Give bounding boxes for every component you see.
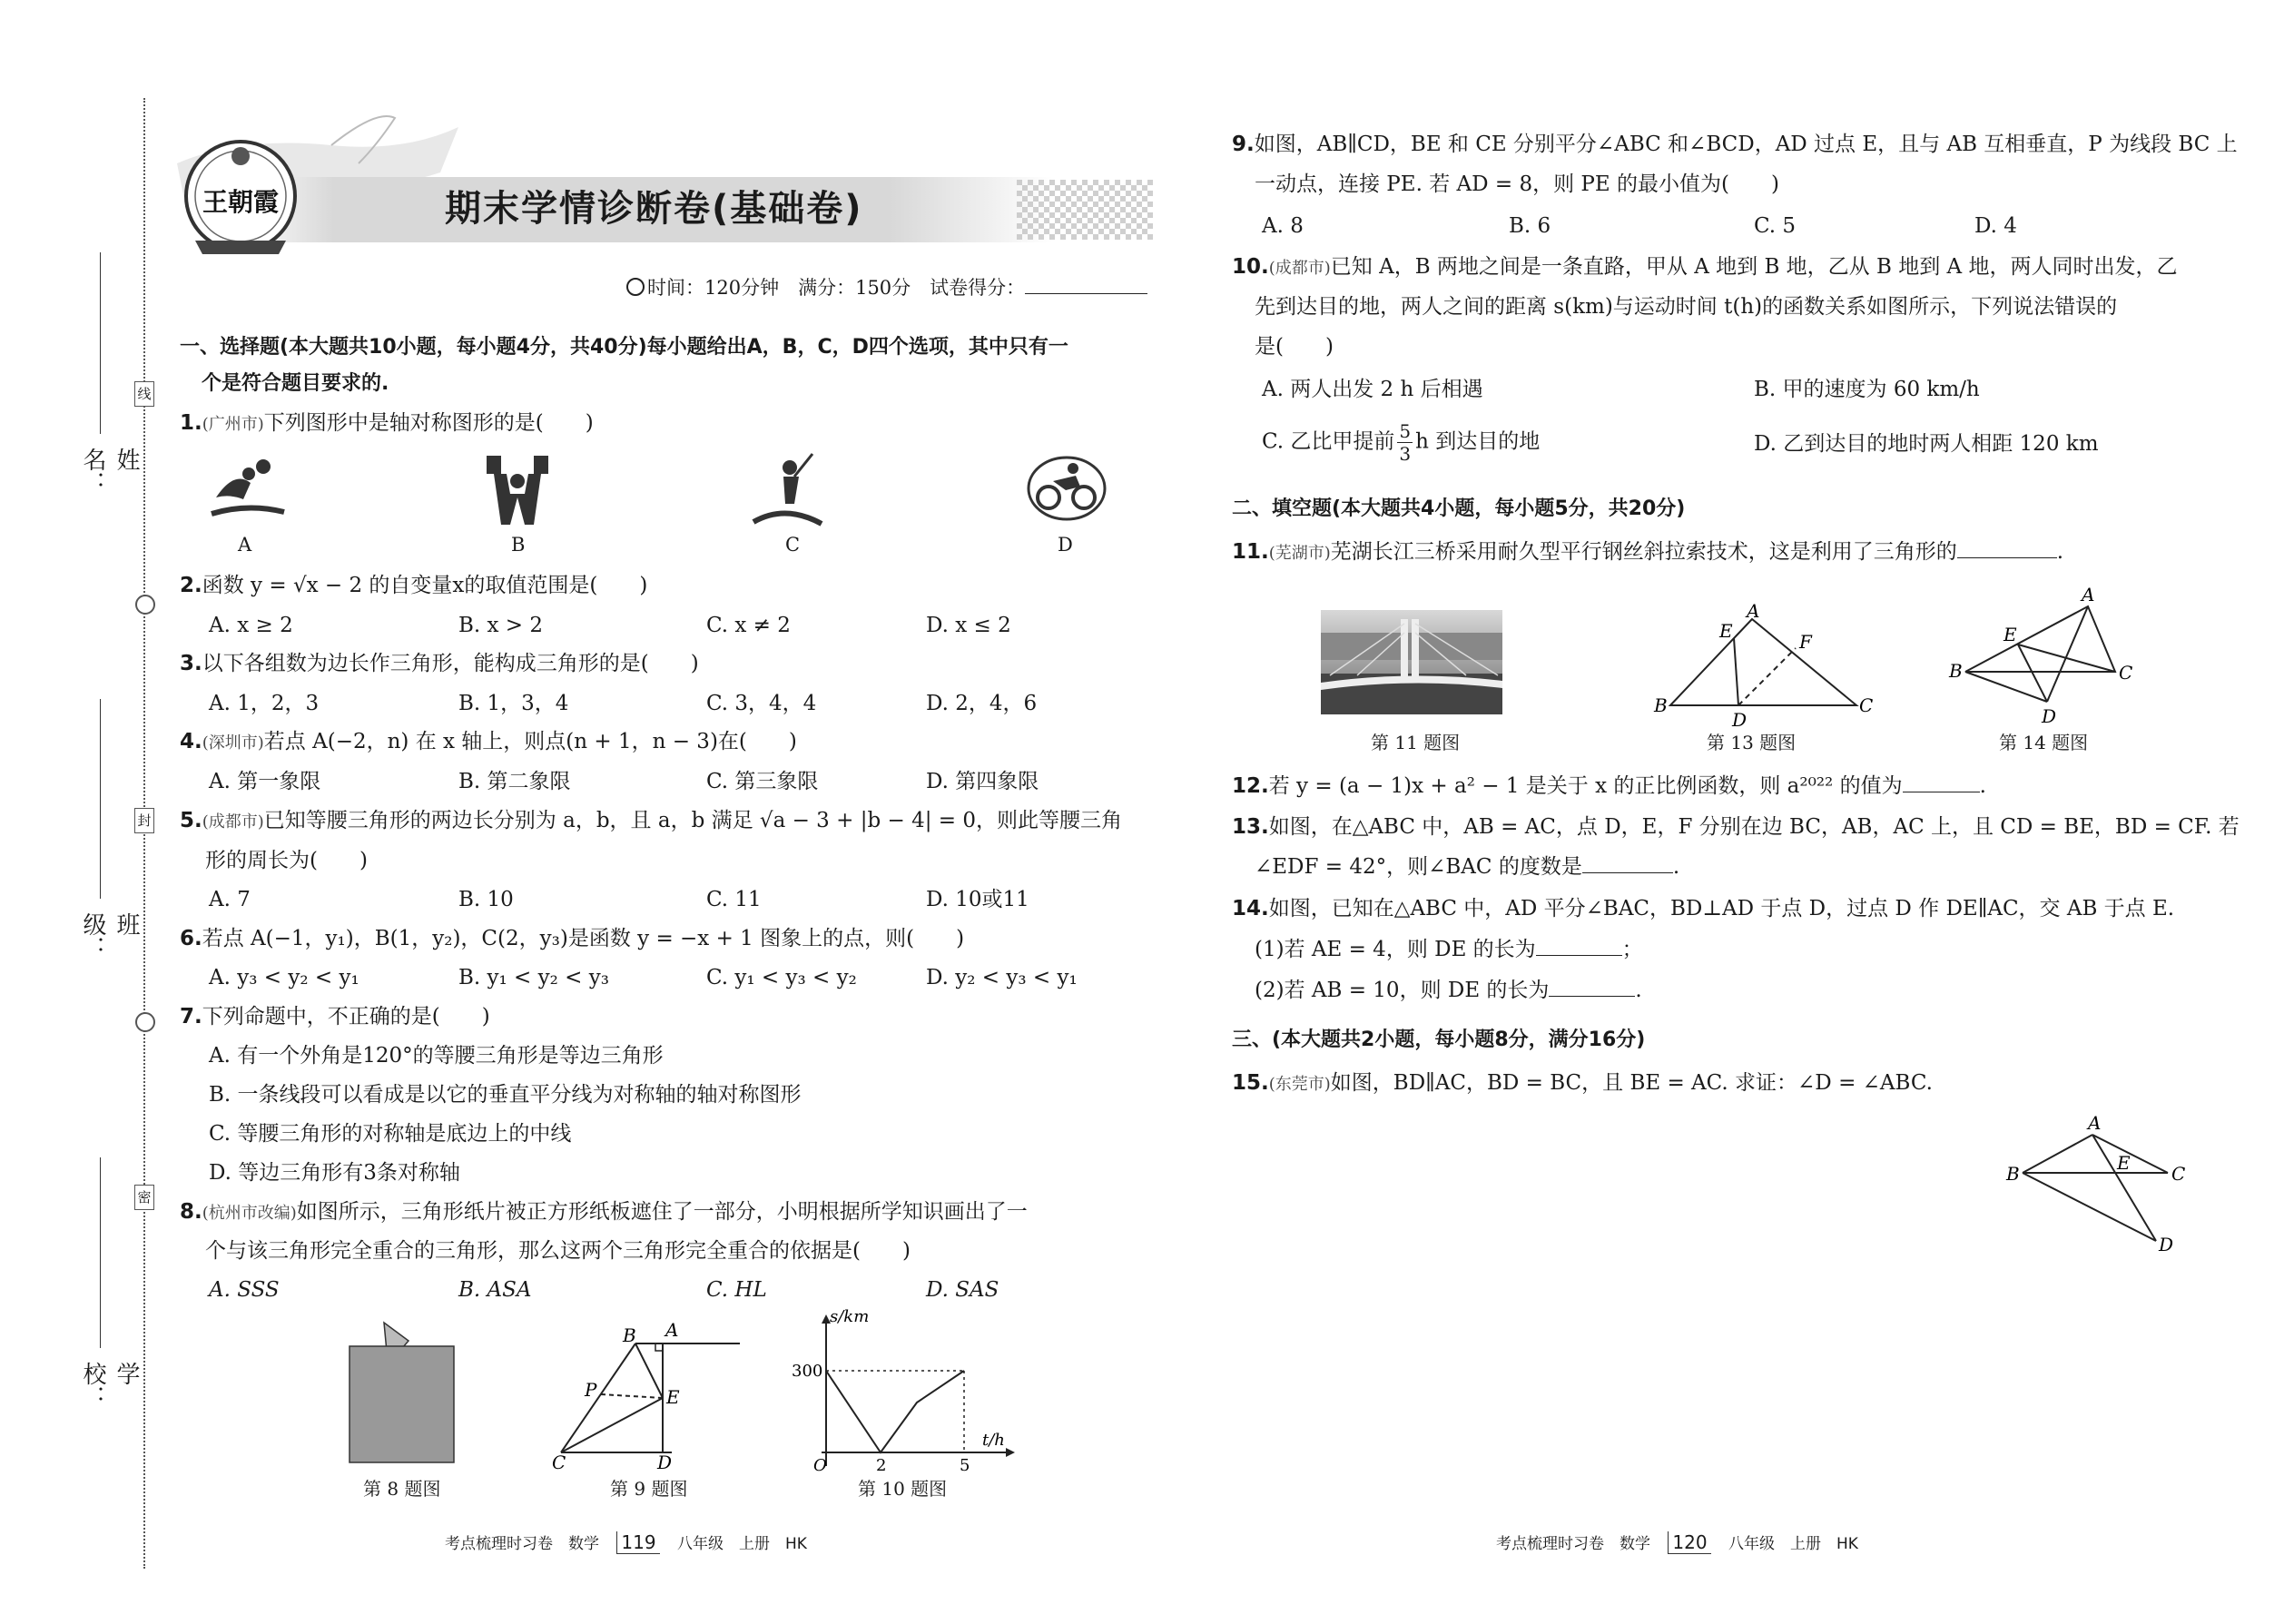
q11-blank: [1957, 557, 2057, 558]
fig14-label-e: E: [2004, 624, 2017, 645]
fig9-label-c: C: [552, 1452, 566, 1473]
seal-mark-xian: 线: [134, 381, 154, 407]
q9-stem: 9.如图，AB∥CD，BE 和 CE 分别平分∠ABC 和∠BCD，AD 过点 E，且与 AB 互相垂直，P 为线段 BC 上: [1232, 133, 2238, 156]
q10-stem-2: 先到达目的地，两人之间的距离 s(km)与运动时间 t(h)的函数关系如图所示，下列说法错误的: [1255, 295, 2118, 319]
q4-option-c: C. 第三象限: [706, 770, 819, 793]
fig9-label-b: B: [623, 1324, 636, 1346]
q5-option-a: A. 7: [209, 888, 251, 911]
q4-option-b: B. 第二象限: [458, 770, 571, 793]
section1-heading-2: 个是符合题目要求的.: [202, 372, 389, 395]
fig14-label-c: C: [2119, 662, 2133, 684]
fig15-diagram: [1997, 1109, 2197, 1255]
school-underline: [100, 1157, 101, 1348]
fig9-label-e: E: [666, 1386, 680, 1408]
fig10-xlabel: t/h: [982, 1431, 1005, 1450]
q2-option-a: A. x ≥ 2: [209, 614, 293, 637]
footer-right: 考点梳理时习卷 数学 120 八年级 上册 HK: [1496, 1531, 1858, 1553]
seal-mark-feng: 封: [134, 808, 154, 833]
fig14-label-b: B: [1949, 660, 1963, 682]
fig13-label-b: B: [1654, 694, 1668, 716]
fraction-5-3: $\frac{5}{3}$: [1399, 420, 1412, 465]
q9-option-a: A. 8: [1262, 214, 1304, 238]
fig10-caption: 第 10 题图: [858, 1478, 948, 1500]
fig14-caption: 第 14 题图: [1999, 732, 2089, 753]
q12-stem: 12.若 y = (a − 1)x + a² − 1 是关于 x 的正比例函数，则 a²⁰²² 的值为 .: [1232, 774, 1986, 798]
q4-stem: 4.(深圳市)若点 A(−2，n) 在 x 轴上，则点(n + 1，n − 3)在( ): [180, 730, 797, 753]
q5-stem: 5.(成都市)已知等腰三角形的两边长分别为 a，b，且 a，b 满足 √a − 3 + |b − 4| = 0，则此等腰三角: [180, 809, 1122, 832]
q1-option-b: B: [511, 534, 526, 556]
brand-logo: [177, 136, 304, 259]
binding-dotted-line: [143, 98, 145, 1569]
fig14-diagram: [1938, 581, 2147, 726]
fig9-diagram: [545, 1316, 763, 1471]
section1-heading: 一、选择题(本大题共10小题，每小题4分，共40分)每小题给出A，B，C，D四个选项，其中只有一: [180, 336, 1068, 359]
q3-stem: 3.以下各组数为边长作三角形，能构成三角形的是( ): [180, 652, 699, 675]
q7-option-a: A. 有一个外角是120°的等腰三角形是等边三角形: [209, 1044, 664, 1068]
q8-option-c: C. HL: [706, 1278, 767, 1302]
q7-stem: 7.下列命题中，不正确的是( ): [180, 1005, 490, 1029]
q15-stem: 15.(东莞市)如图，BD∥AC，BD = BC，且 BE = AC. 求证：∠D = ∠ABC.: [1232, 1071, 1933, 1095]
q13-stem-2: ∠EDF = 42°，则∠BAC 的度数是 .: [1255, 855, 1680, 879]
seal-mark-mi: 密: [134, 1185, 154, 1210]
q10-option-c: C. 乙比甲提前 $\frac{5}{3}$ h 到达目的地: [1262, 420, 1541, 465]
q1-stem: 1.(广州市)下列图形中是轴对称图形的是( ): [180, 411, 594, 435]
class-label: 班级：: [79, 912, 140, 960]
q8-stem: 8.(杭州市改编)如图所示，三角形纸片被正方形纸板遮住了一部分，小明根据所学知识画出了一: [180, 1200, 1028, 1224]
q14-stem: 14.如图，已知在△ABC 中，AD 平分∠BAC，BD⊥AD 于点 D，过点 D 作 DE∥AC，交 AB 于点 E.: [1232, 897, 2175, 920]
fig9-label-d: D: [657, 1452, 673, 1473]
q4-option-a: A. 第一象限: [209, 770, 321, 793]
weightlifting-figure-icon: [481, 452, 554, 529]
cyclist-figure-icon: [1026, 454, 1108, 522]
q14-part1: (1)若 AE = 4，则 DE 的长为 ；: [1255, 938, 1643, 961]
exam-info: [626, 278, 1147, 298]
fig15-label-e: E: [2117, 1152, 2131, 1174]
q6-option-c: C. y₁ < y₃ < y₂: [706, 966, 857, 989]
q4-option-d: D. 第四象限: [926, 770, 1039, 793]
q8-option-d: D. SAS: [926, 1278, 999, 1302]
fig11-caption: 第 11 题图: [1371, 732, 1461, 753]
fig11-bridge-photo: [1321, 610, 1502, 714]
q10-stem: 10.(成都市)已知 A，B 两地之间是一条直路，甲从 A 地到 B 地，乙从 B 地到 A 地，两人同时出发，乙: [1232, 255, 2178, 279]
fig9-caption: 第 9 题图: [610, 1478, 688, 1500]
q5-option-b: B. 10: [458, 888, 514, 911]
fig10-graph: [790, 1307, 1026, 1475]
clock-icon: [626, 278, 645, 296]
q6-option-b: B. y₁ < y₂ < y₃: [458, 966, 609, 989]
fig13-label-f: F: [1799, 631, 1812, 653]
fig10-x-tick-5: 5: [960, 1456, 970, 1475]
fig13-diagram: [1634, 600, 1874, 731]
exam-info-text: 时间：120分钟 满分：150分 试卷得分：: [647, 277, 1026, 299]
q3-option-c: C. 3，4，4: [706, 692, 817, 715]
name-label: 姓名：: [79, 448, 140, 495]
q2-option-c: C. x ≠ 2: [706, 614, 791, 637]
section2-heading: 二、填空题(本大题共4小题，每小题5分，共20分): [1232, 497, 1686, 520]
name-underline: [100, 252, 101, 434]
q2-option-b: B. x > 2: [458, 614, 544, 637]
q6-option-a: A. y₃ < y₂ < y₁: [209, 966, 359, 989]
fig13-label-a: A: [1747, 600, 1760, 622]
q10-option-b: B. 甲的速度为 60 km/h: [1754, 378, 1980, 401]
q6-stem: 6.若点 A(−1，y₁)，B(1，y₂)，C(2，y₃)是函数 y = −x + 1 图象上的点，则( ): [180, 927, 965, 950]
page-number-right: 120: [1668, 1531, 1710, 1554]
page-title: 期末学情诊断卷(基础卷): [445, 188, 863, 230]
fig8-covered-triangle: [343, 1321, 461, 1466]
q8-stem-2: 个与该三角形完全重合的三角形，那么这两个三角形完全重合的依据是( ): [205, 1239, 911, 1263]
q13-blank: [1582, 872, 1673, 873]
fig10-y-tick-300: 300: [792, 1362, 823, 1381]
q10-option-a: A. 两人出发 2 h 后相遇: [1262, 378, 1483, 401]
q3-option-a: A. 1，2，3: [209, 692, 320, 715]
q5-option-c: C. 11: [706, 888, 762, 911]
page-number-left: 119: [616, 1531, 659, 1554]
class-underline: [100, 699, 101, 899]
q5-option-d: D. 10或11: [926, 888, 1029, 911]
footer-left: 考点梳理时习卷 数学 119 八年级 上册 HK: [445, 1531, 807, 1553]
school-label: 学校：: [79, 1362, 140, 1409]
checker-decoration: [1017, 180, 1153, 240]
fig15-label-d: D: [2159, 1234, 2174, 1255]
q8-option-b: B. ASA: [458, 1278, 532, 1302]
fig14-label-a: A: [2082, 584, 2095, 605]
q1-option-c: C: [785, 534, 801, 556]
q7-option-c: C. 等腰三角形的对称轴是底边上的中线: [209, 1122, 572, 1146]
fig10-ylabel: s/km: [830, 1307, 870, 1326]
q3-option-d: D. 2，4，6: [926, 692, 1038, 715]
q8-option-a: A. SSS: [209, 1278, 280, 1302]
fig15-label-b: B: [2006, 1163, 2020, 1185]
q7-option-d: D. 等边三角形有3条对称轴: [209, 1161, 460, 1185]
q14-part2: (2)若 AB = 10，则 DE 的长为 .: [1255, 979, 1642, 1002]
fig15-label-a: A: [2088, 1112, 2102, 1134]
q9-option-b: B. 6: [1509, 214, 1551, 238]
fig13-caption: 第 13 题图: [1707, 732, 1797, 753]
fig13-label-c: C: [1859, 694, 1874, 716]
golfer-figure-icon: [749, 449, 826, 531]
q2-option-d: D. x ≤ 2: [926, 614, 1011, 637]
fig10-distance-line: [826, 1371, 964, 1452]
q6-option-d: D. y₂ < y₃ < y₁: [926, 966, 1078, 989]
q1-option-d: D: [1058, 534, 1073, 556]
binding-circle-icon: [135, 595, 155, 615]
fig9-label-a: A: [665, 1319, 679, 1341]
fig14-label-d: D: [2042, 705, 2057, 727]
fig8-caption: 第 8 题图: [363, 1478, 441, 1500]
fig10-origin: O: [813, 1456, 827, 1475]
q2-stem: 2.函数 y = √x − 2 的自变量x的取值范围是( ): [180, 574, 648, 597]
q9-stem-2: 一动点，连接 PE. 若 AD = 8，则 PE 的最小值为( ): [1255, 172, 1779, 196]
fig13-label-e: E: [1719, 620, 1733, 642]
fig10-x-tick-2: 2: [876, 1456, 887, 1475]
q5-stem-2: 形的周长为( ): [205, 849, 368, 872]
q14-blank-1: [1536, 955, 1622, 956]
q9-option-d: D. 4: [1974, 214, 2017, 238]
section3-heading: 三、(本大题共2小题，每小题8分，满分16分): [1232, 1029, 1646, 1051]
q7-option-b: B. 一条线段可以看成是以它的垂直平分线为对称轴的轴对称图形: [209, 1083, 802, 1107]
fig15-label-c: C: [2171, 1163, 2186, 1185]
q10-option-d: D. 乙到达目的地时两人相距 120 km: [1754, 432, 2099, 456]
q10-stem-3: 是( ): [1255, 335, 1334, 359]
q3-option-b: B. 1，3，4: [458, 692, 569, 715]
q11-stem: 11.(芜湖市)芜湖长江三桥采用耐久型平行钢丝斜拉索技术，这是利用了三角形的 .: [1232, 540, 2064, 564]
binding-circle-icon: [135, 1012, 155, 1032]
q14-blank-2: [1549, 996, 1635, 997]
q13-stem: 13.如图，在△ABC 中，AB = AC，点 D，E，F 分别在边 BC，AB，AC 上，且 CD = BE，BD = CF. 若: [1232, 815, 2240, 839]
fig9-label-p: P: [585, 1379, 597, 1401]
fig13-label-d: D: [1732, 709, 1748, 731]
score-blank: [1025, 293, 1147, 294]
q1-option-a: A: [238, 534, 252, 556]
volleyball-figure-icon: [207, 452, 289, 525]
q9-option-c: C. 5: [1754, 214, 1797, 238]
svg-text:王朝霞: 王朝霞: [202, 187, 280, 217]
